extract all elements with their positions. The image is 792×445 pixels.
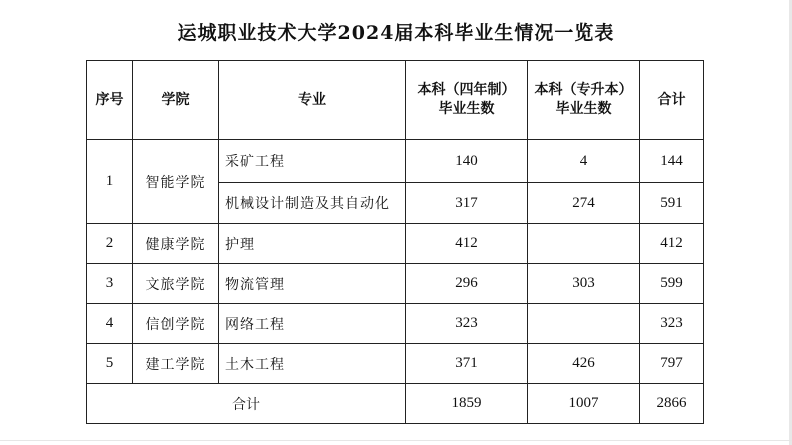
row-total: 591 xyxy=(640,183,704,224)
bottom-divider xyxy=(0,440,792,441)
row-college: 健康学院 xyxy=(133,224,219,264)
header-upgrade xyxy=(528,61,640,140)
summary-row xyxy=(87,384,704,424)
row-four-year-count: 140 xyxy=(406,140,528,183)
row-college: 智能学院 xyxy=(133,140,219,224)
row-total: 412 xyxy=(640,224,704,264)
row-upgrade-count: 4 xyxy=(528,140,640,183)
row-major: 采矿工程 xyxy=(219,140,406,183)
row-total: 144 xyxy=(640,140,704,183)
header-seq: 序号 xyxy=(87,61,133,140)
row-total: 599 xyxy=(640,264,704,304)
row-four-year-count: 412 xyxy=(406,224,528,264)
row-major: 土木工程 xyxy=(219,344,406,384)
row-seq: 3 xyxy=(87,264,133,304)
summary-label: 合计 xyxy=(87,384,406,424)
row-major: 护理 xyxy=(219,224,406,264)
row-total: 323 xyxy=(640,304,704,344)
row-seq: 5 xyxy=(87,344,133,384)
header-four-year-line2: 毕业生数 xyxy=(438,101,495,117)
row-major: 机械设计制造及其自动化 xyxy=(219,183,406,224)
row-major: 物流管理 xyxy=(219,264,406,304)
table-row xyxy=(87,304,704,344)
row-upgrade-count: 274 xyxy=(528,183,640,224)
row-four-year-count: 317 xyxy=(406,183,528,224)
row-college: 建工学院 xyxy=(133,344,219,384)
document-title: 运城职业技术大学2024届本科毕业生情况一览表 xyxy=(177,22,615,44)
summary-four-year-count: 1859 xyxy=(406,384,528,424)
row-upgrade-count xyxy=(528,304,640,344)
header-total: 合计 xyxy=(640,61,704,140)
row-upgrade-count xyxy=(528,224,640,264)
row-total: 797 xyxy=(640,344,704,384)
row-seq: 4 xyxy=(87,304,133,344)
row-upgrade-count: 303 xyxy=(528,264,640,304)
table-header-row xyxy=(87,61,704,140)
table-row xyxy=(87,140,704,183)
table-row xyxy=(87,264,704,304)
row-major: 网络工程 xyxy=(219,304,406,344)
row-upgrade-count: 426 xyxy=(528,344,640,384)
header-college: 学院 xyxy=(133,61,219,140)
graduates-table xyxy=(86,60,704,424)
summary-total: 2866 xyxy=(640,384,704,424)
header-upgrade-line2: 毕业生数 xyxy=(555,101,612,117)
summary-upgrade-count: 1007 xyxy=(528,384,640,424)
row-seq: 1 xyxy=(87,140,133,224)
row-four-year-count: 296 xyxy=(406,264,528,304)
header-major: 专业 xyxy=(219,61,406,140)
row-college: 信创学院 xyxy=(133,304,219,344)
row-four-year-count: 323 xyxy=(406,304,528,344)
row-college: 文旅学院 xyxy=(133,264,219,304)
header-upgrade-line1: 本科（专升本） xyxy=(534,82,633,98)
row-seq: 2 xyxy=(87,224,133,264)
table-row xyxy=(87,344,704,384)
header-four-year-line1: 本科（四年制） xyxy=(417,82,516,98)
row-four-year-count: 371 xyxy=(406,344,528,384)
header-four-year xyxy=(406,61,528,140)
table-row xyxy=(87,224,704,264)
